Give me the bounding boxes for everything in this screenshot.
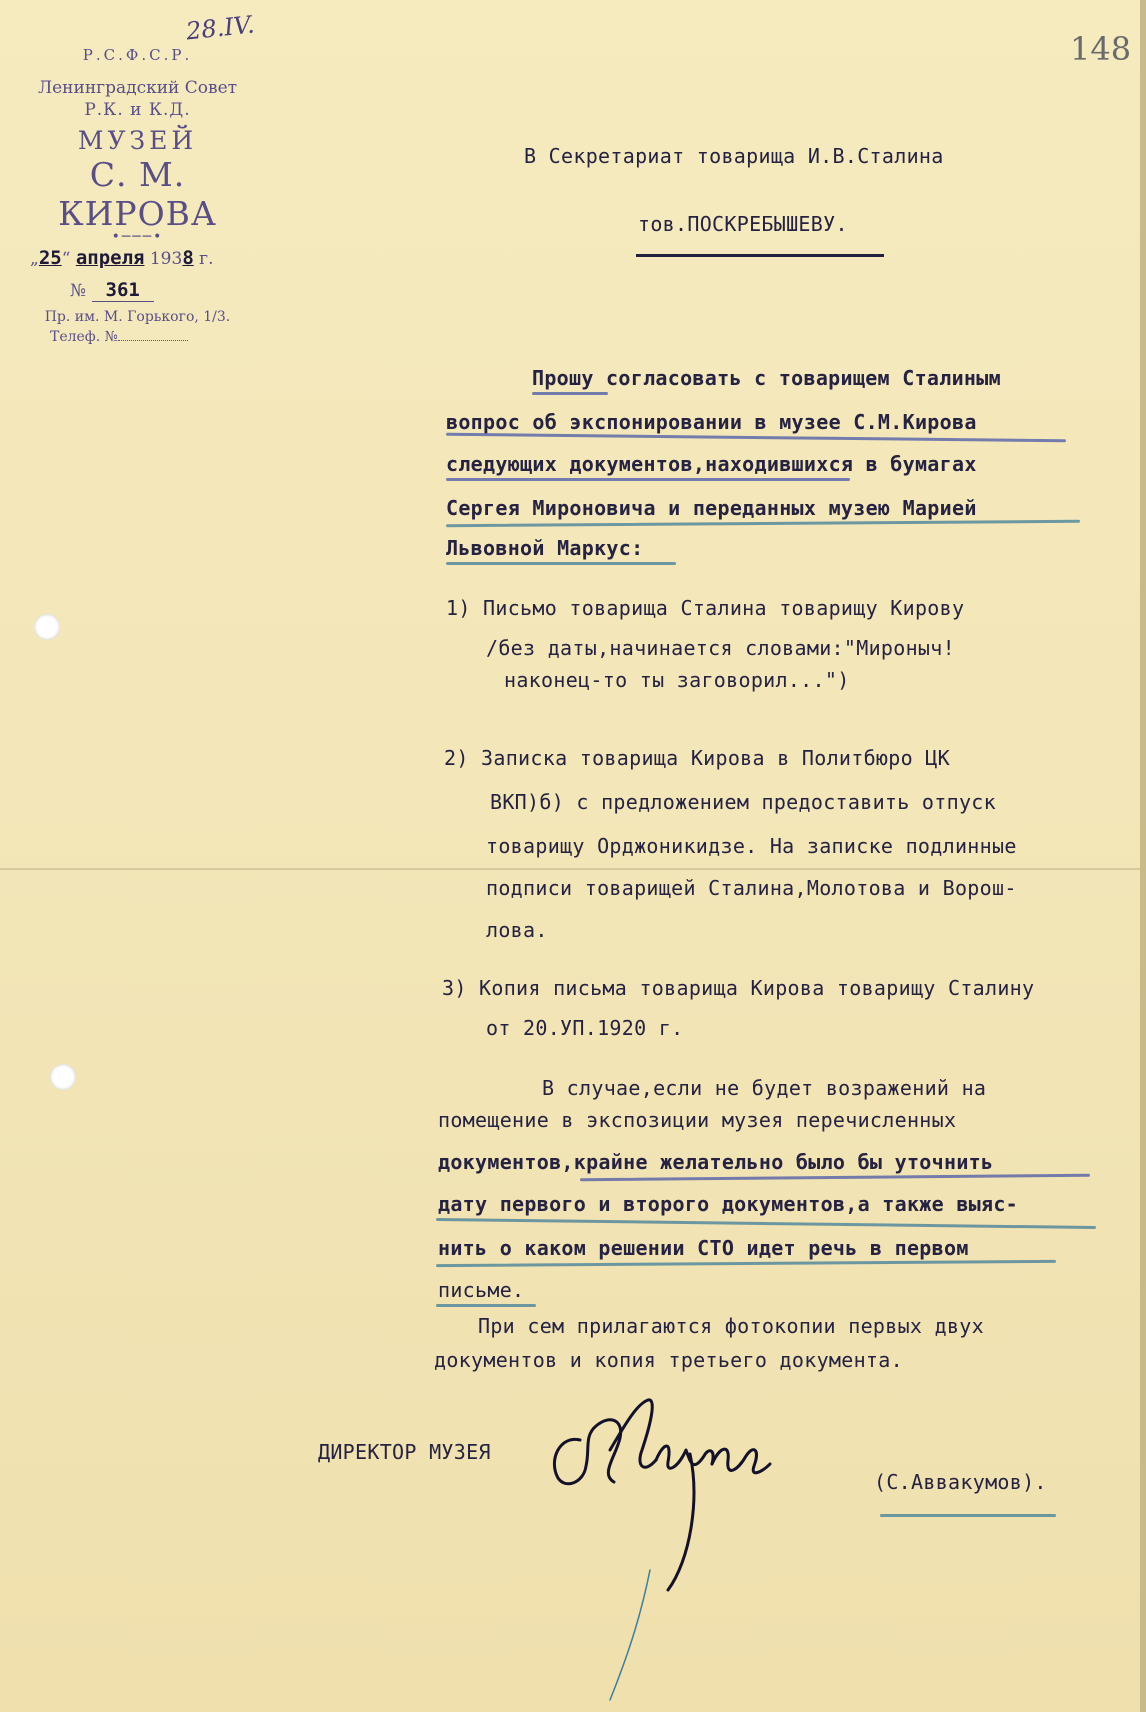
pencil-underline	[436, 1218, 1096, 1229]
stamp-date	[10, 247, 265, 269]
stamp-ornament: •───•	[111, 229, 164, 245]
intro-line: Львовной Маркус:	[446, 536, 644, 560]
item1-line: наконец-то ты заговорил...")	[504, 668, 850, 692]
addressee-rule	[636, 254, 884, 257]
attachment-line: документов и копия третьего документа.	[434, 1348, 903, 1372]
stamp-address: Пр. им. М. Горького, 1/3.	[44, 309, 231, 325]
item2-line: товарищу Орджоникидзе. На записке подлинные	[486, 834, 1017, 858]
stamp-republic: Р.С.Ф.С.Р.	[82, 46, 193, 64]
pencil-underline	[436, 1304, 536, 1307]
punch-hole	[50, 1064, 76, 1090]
stamp-council: Ленинградский Совет	[37, 78, 238, 98]
number-value: 361	[92, 279, 154, 302]
stamp-rkkd: Р.К. и К.Д.	[84, 100, 191, 120]
addressee-line-2: тов.ПОСКРЕБЫШЕВУ.	[638, 212, 848, 236]
stamp-museum-name: С. М. КИРОВА	[58, 155, 217, 233]
date-year-prefix: 193	[149, 249, 183, 269]
intro-line: следующих документов,находившихся в бумагах	[446, 452, 977, 476]
signature-title: ДИРЕКТОР МУЗЕЯ	[318, 1440, 491, 1464]
date-day: 25	[38, 247, 62, 269]
archive-page-number: 148	[1070, 30, 1132, 68]
conclusion-line: письме.	[438, 1278, 525, 1302]
date-day-suffix: “	[61, 249, 71, 269]
stamp-phone	[10, 329, 265, 345]
paper-fold	[0, 868, 1146, 870]
item1-line: 1) Письмо товарища Сталина товарищу Кирову	[446, 596, 965, 620]
pencil-underline	[580, 1174, 1090, 1181]
date-month: апреля	[75, 247, 145, 269]
conclusion-line: В случае,если не будет возражений на	[542, 1076, 987, 1100]
item3-line: 3) Копия письма товарища Кирова товарищу Сталину	[442, 976, 1035, 1000]
item1-line: /без даты,начинается словами:"Мироныч!	[486, 636, 955, 660]
attachment-line: При сем прилагаются фотокопии первых двух	[478, 1314, 984, 1338]
museum-letterhead-stamp	[10, 40, 265, 345]
item2-line: лова.	[486, 918, 548, 942]
phone-label: Телеф. №	[50, 329, 118, 345]
item2-line: 2) Записка товарища Кирова в Политбюро ЦК	[444, 746, 950, 770]
conclusion-line: нить о каком решении СТО идет речь в первом	[438, 1236, 969, 1260]
conclusion-line: помещение в экспозиции музея перечисленных	[438, 1108, 957, 1132]
stamp-museum: МУЗЕЙ	[77, 126, 198, 155]
stamp-number	[10, 279, 265, 301]
date-year: 8	[182, 247, 194, 269]
handwritten-date: 28.IV.	[184, 10, 256, 46]
pencil-underline	[532, 392, 608, 395]
pencil-underline	[446, 562, 676, 565]
pencil-underline	[880, 1514, 1056, 1517]
date-prefix: „	[30, 249, 39, 269]
intro-line: вопрос об экспонировании в музее С.М.Кирова	[446, 410, 977, 434]
date-suffix: г.	[199, 249, 214, 269]
pencil-underline	[436, 1260, 1056, 1267]
conclusion-line: дату первого и второго документов,а также выяс-	[438, 1192, 1019, 1216]
number-label: №	[70, 281, 87, 301]
pencil-underline	[446, 433, 1066, 442]
addressee-line-1: В Секретариат товарища И.В.Сталина	[524, 144, 944, 168]
punch-hole	[34, 614, 60, 640]
conclusion-line: документов,крайне желательно было бы уточнить	[438, 1150, 994, 1174]
item2-line: ВКП)б) с предложением предоставить отпуск	[490, 790, 996, 814]
pencil-underline	[446, 478, 850, 481]
handwritten-signature	[540, 1390, 810, 1710]
intro-line: Прошу согласовать с товарищем Сталиным	[532, 366, 1001, 390]
signature-name: (С.Аввакумов).	[874, 1470, 1047, 1494]
item3-line: от 20.УП.1920 г.	[486, 1016, 684, 1040]
pencil-underline	[446, 520, 1080, 527]
phone-blank	[118, 340, 188, 341]
item2-line: подписи товарищей Сталина,Молотова и Ворош-	[486, 876, 1017, 900]
intro-line: Сергея Мироновича и переданных музею Марией	[446, 496, 977, 520]
